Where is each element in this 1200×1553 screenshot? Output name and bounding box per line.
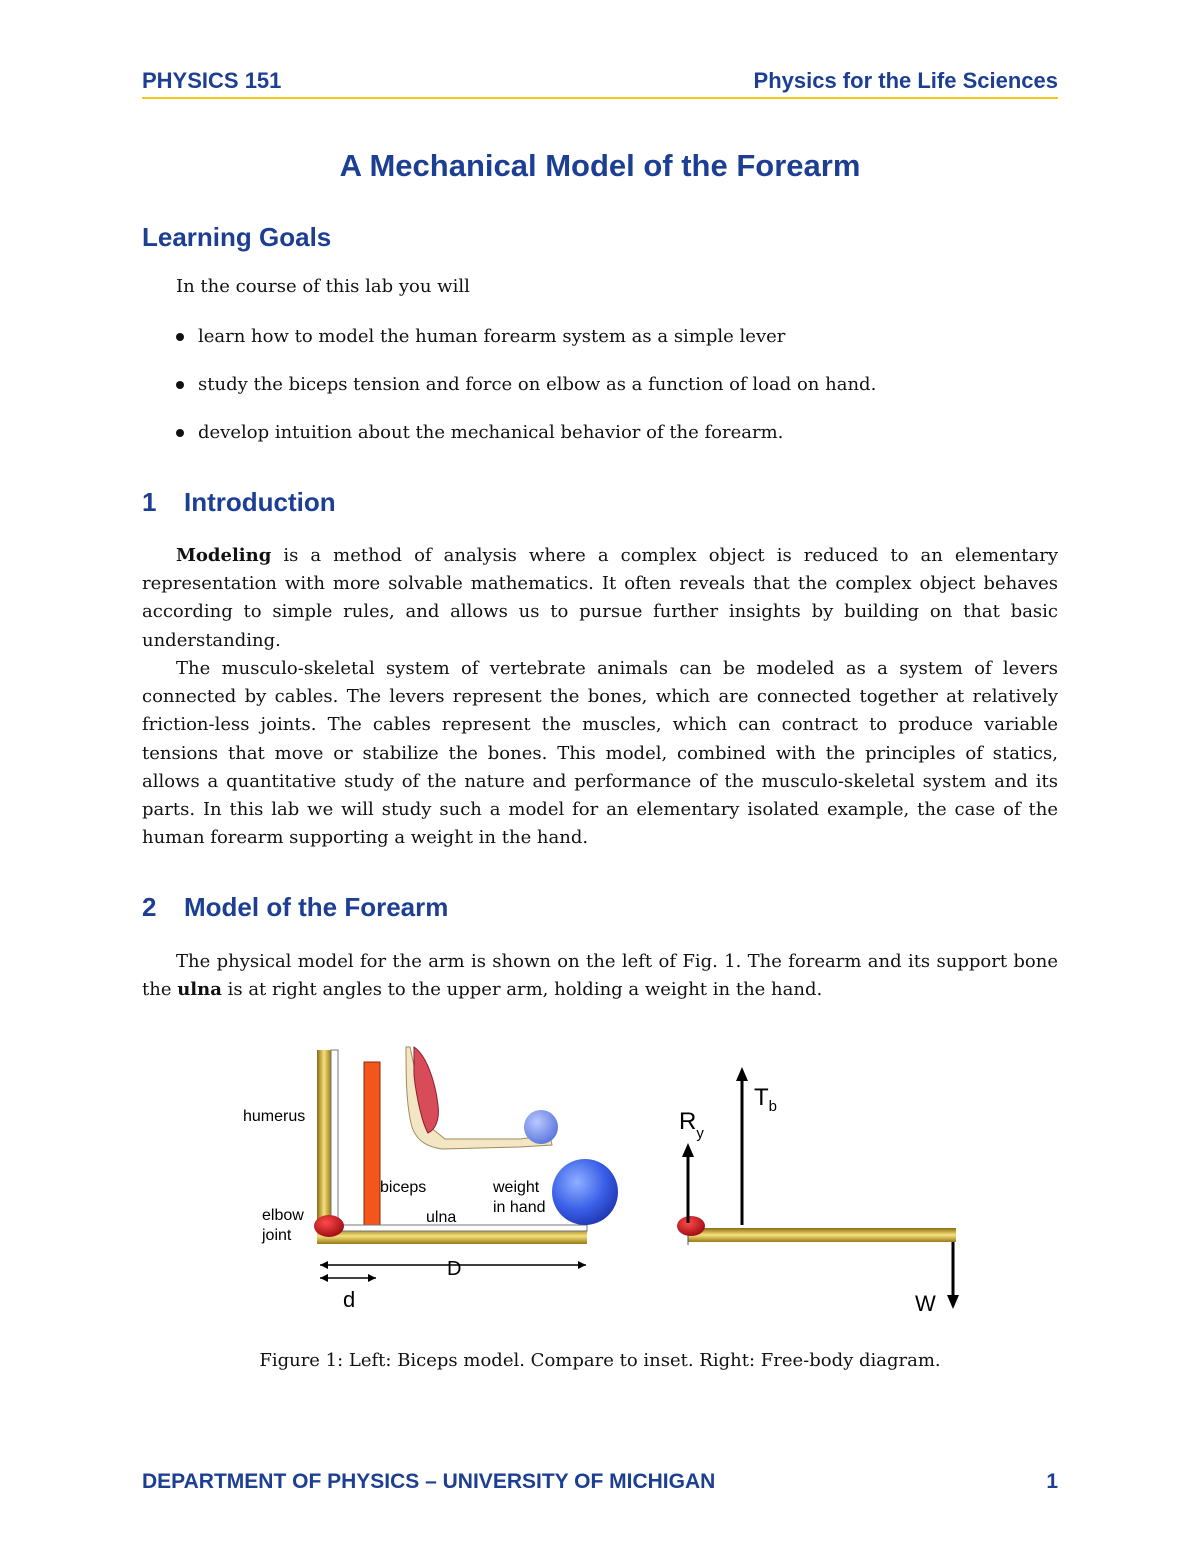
label-weight: weight: [493, 1179, 540, 1196]
label-d: d: [343, 1287, 356, 1312]
model-heading: 2 Model of the Forearm: [142, 892, 449, 922]
label-humerus: humerus: [243, 1108, 306, 1125]
arrow-left-icon: [320, 1274, 328, 1282]
model-paragraph-1: The physical model for the arm is shown on the left of Fig. 1. The forearm and its support bone the ulna is at right angles to the upper arm, holding a weight in the hand.: [142, 951, 1058, 1001]
figure-caption: Figure 1: Left: Biceps model. Compare to inset. Right: Free-body diagram.: [259, 1350, 941, 1371]
weight-ball: [552, 1159, 618, 1225]
learning-goals-list: [176, 322, 876, 466]
list-item: learn how to model the human forearm system as a simple lever: [176, 322, 876, 370]
bullet-icon: [176, 333, 184, 341]
list-item: study the biceps tension and force on elbow as a function of load on hand.: [176, 370, 876, 418]
label-D: D: [447, 1258, 462, 1280]
header-course: PHYSICS 151: [142, 68, 282, 93]
arrow-down-icon: [947, 1295, 959, 1309]
learning-goals-lead: In the course of this lab you will: [176, 276, 470, 297]
page-number: 1: [1046, 1470, 1058, 1493]
introduction-heading: 1 Introduction: [142, 487, 336, 517]
arrow-right-icon: [368, 1274, 376, 1282]
arrow-left-icon: [320, 1261, 328, 1269]
label-joint: joint: [262, 1227, 292, 1244]
fbd-forearm-bar: [688, 1228, 956, 1242]
label-Tb: $T_b$: [754, 1084, 778, 1115]
arm-inset: [406, 1047, 558, 1149]
header-subtitle: Physics for the Life Sciences: [753, 68, 1058, 93]
elbow-joint: [314, 1215, 344, 1237]
arrow-up-icon: [736, 1067, 748, 1081]
label-W: W: [915, 1291, 936, 1316]
arrow-right-icon: [578, 1261, 586, 1269]
humerus-edge: [331, 1050, 338, 1225]
page-title: A Mechanical Model of the Forearm: [339, 148, 861, 183]
label-Ry: $R_y$: [679, 1108, 704, 1142]
humerus-bone: [317, 1050, 331, 1240]
label-elbow: elbow: [262, 1207, 304, 1224]
ulna-edge: [330, 1225, 587, 1231]
label-biceps: biceps: [380, 1179, 427, 1196]
introduction-paragraph-1: Modeling is a method of analysis where a complex object is reduced to an elementary representation with more solvable mathematics. It often reveals that the complex object behaves according to simple rules, and allows us to pursue further insights by building on that basic understanding.: [142, 545, 1058, 651]
forearm-figure: [230, 1035, 990, 1325]
header-rule: [142, 97, 1058, 99]
fbd-elbow-joint: [677, 1216, 705, 1236]
label-in-hand: in hand: [493, 1199, 546, 1216]
arrow-up-icon: [682, 1143, 694, 1157]
list-item: develop intuition about the mechanical behavior of the forearm.: [176, 418, 876, 466]
learning-goals-heading: Learning Goals: [142, 222, 332, 252]
label-ulna: ulna: [426, 1209, 457, 1226]
introduction-paragraph-2: The musculo-skeletal system of vertebrate animals can be modeled as a system of levers connected by cables. The levers represent the bones, which are connected together at relatively friction-less joints. The cables represent the muscles, which can contract to produce variable tensions that move or stabilize the bones. This model, combined with the principles of statics, allows a quantitative study of the nature and performance of the musculo-skeletal system and its parts. In this lab we will study such a model for an elementary isolated example, the case of the human forearm supporting a weight in the hand.: [142, 658, 1058, 849]
bullet-icon: [176, 429, 184, 437]
footer-department: DEPARTMENT OF PHYSICS – UNIVERSITY OF MICHIGAN: [142, 1470, 716, 1493]
biceps-muscle: [364, 1062, 380, 1227]
bullet-icon: [176, 381, 184, 389]
